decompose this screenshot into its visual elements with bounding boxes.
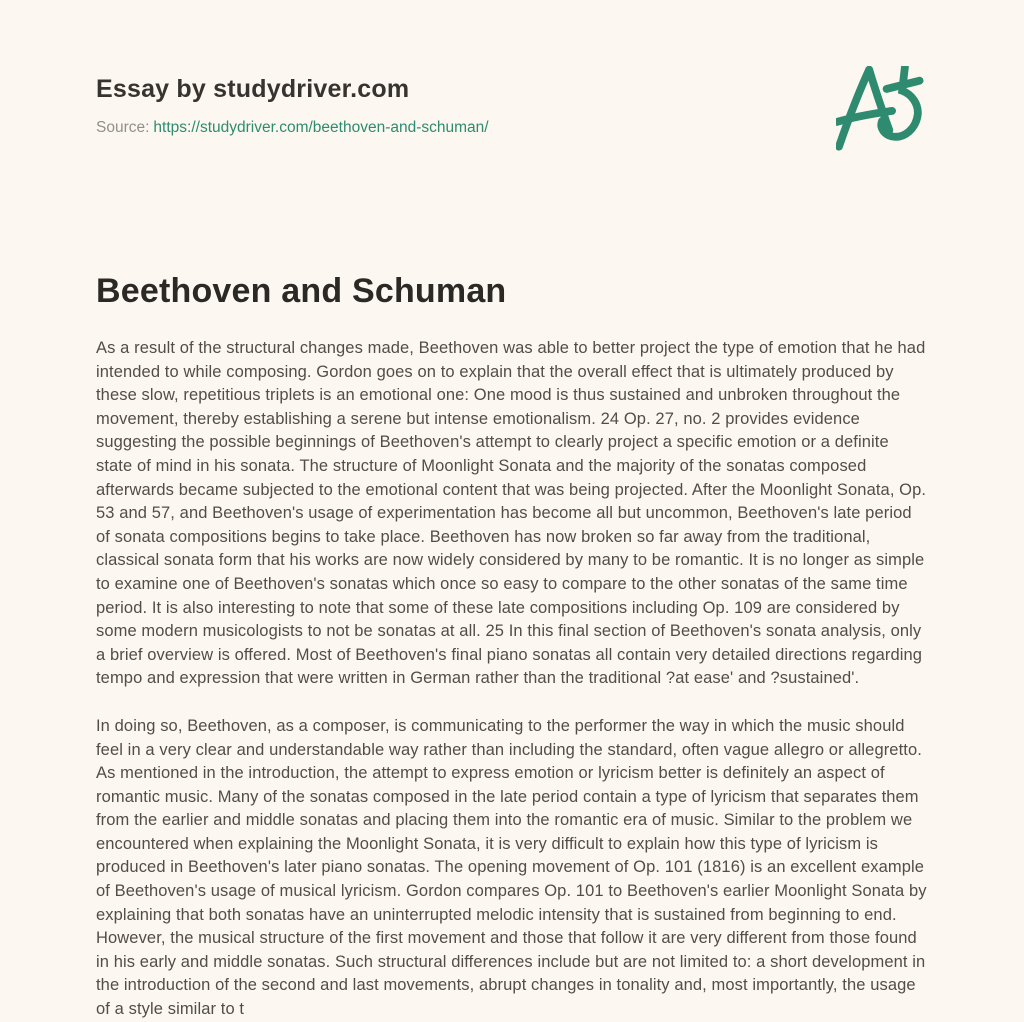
a-plus-logo-icon — [836, 66, 928, 154]
essay-title: Beethoven and Schuman — [96, 272, 507, 310]
source-label: Source: — [96, 119, 150, 136]
source-line — [96, 117, 489, 139]
essay-paragraph-2: In doing so, Beethoven, as a composer, is communicating to the performer the way in which the music should feel in a very clear and understandable way rather than including the standard, often vague allegro or allegretto. As mentioned in the introduction, the attempt to express emotion or lyricism better is definitely an aspect of romantic music. Many of the sonatas composed in the late period contain a type of lyricism that separates them from the earlier and middle sonatas and placing them into the romantic era of music. Similar to the problem we encountered when explaining the Moonlight Sonata, it is very difficult to explain how this type of lyricism is produced in Beethoven's later piano sonatas. The opening movement of Op. 101 (1816) is an excellent example of Beethoven's usage of musical lyricism. Gordon compares Op. 101 to Beethoven's earlier Moonlight Sonata by explaining that both sonatas have an uninterrupted melodic intensity that is sustained from beginning to end. However, the musical structure of the first movement and those that follow it are very different from those found in his early and middle sonatas. Such structural differences include but are not limited to: a short development in the introduction of the second and last movements, abrupt changes in tonality and, most importantly, the usage of a style similar to t — [96, 716, 927, 1019]
header-text-block — [96, 64, 489, 139]
studydriver-logo — [836, 66, 928, 159]
page-header — [96, 64, 928, 159]
page-title: Essay by studydriver.com — [96, 75, 410, 103]
essay-paragraph-1: As a result of the structural changes made, Beethoven was able to better project the type of emotion that he had intended to while composing. Gordon goes on to explain that the overall effect that is ultimately produced by these slow, repetitious triplets is an emotional one: One mood is thus sustained and unbroken throughout the movement, thereby establishing a serene but intense emotionalism. 24 Op. 27, no. 2 provides evidence suggesting the possible beginnings of Beethoven's attempt to clearly project a specific emotion or a definite state of mind in his sonata. The structure of Moonlight Sonata and the majority of the sonatas composed afterwards became subjected to the emotional content that was being projected. After the Moonlight Sonata, Op. 53 and 57, and Beethoven's usage of experimentation has become all but uncommon, Beethoven's late period of sonata compositions begins to take place. Beethoven has now broken so far away from the traditional, classical sonata form that his works are now widely considered by many to be romantic. It is no longer as simple to examine one of Beethoven's sonatas which once so easy to compare to the other sonatas of the same time period. It is also interesting to note that some of these late compositions including Op. 109 are considered by some modern musicologists to not be sonatas at all. 25 In this final section of Beethoven's sonata analysis, only a brief overview is offered. Most of Beethoven's final piano sonatas all contain very detailed directions regarding tempo and expression that were written in German rather than the traditional ?at ease' and ?sustained'. — [96, 339, 927, 688]
source-link[interactable]: https://studydriver.com/beethoven-and-schuman/ — [153, 119, 489, 136]
